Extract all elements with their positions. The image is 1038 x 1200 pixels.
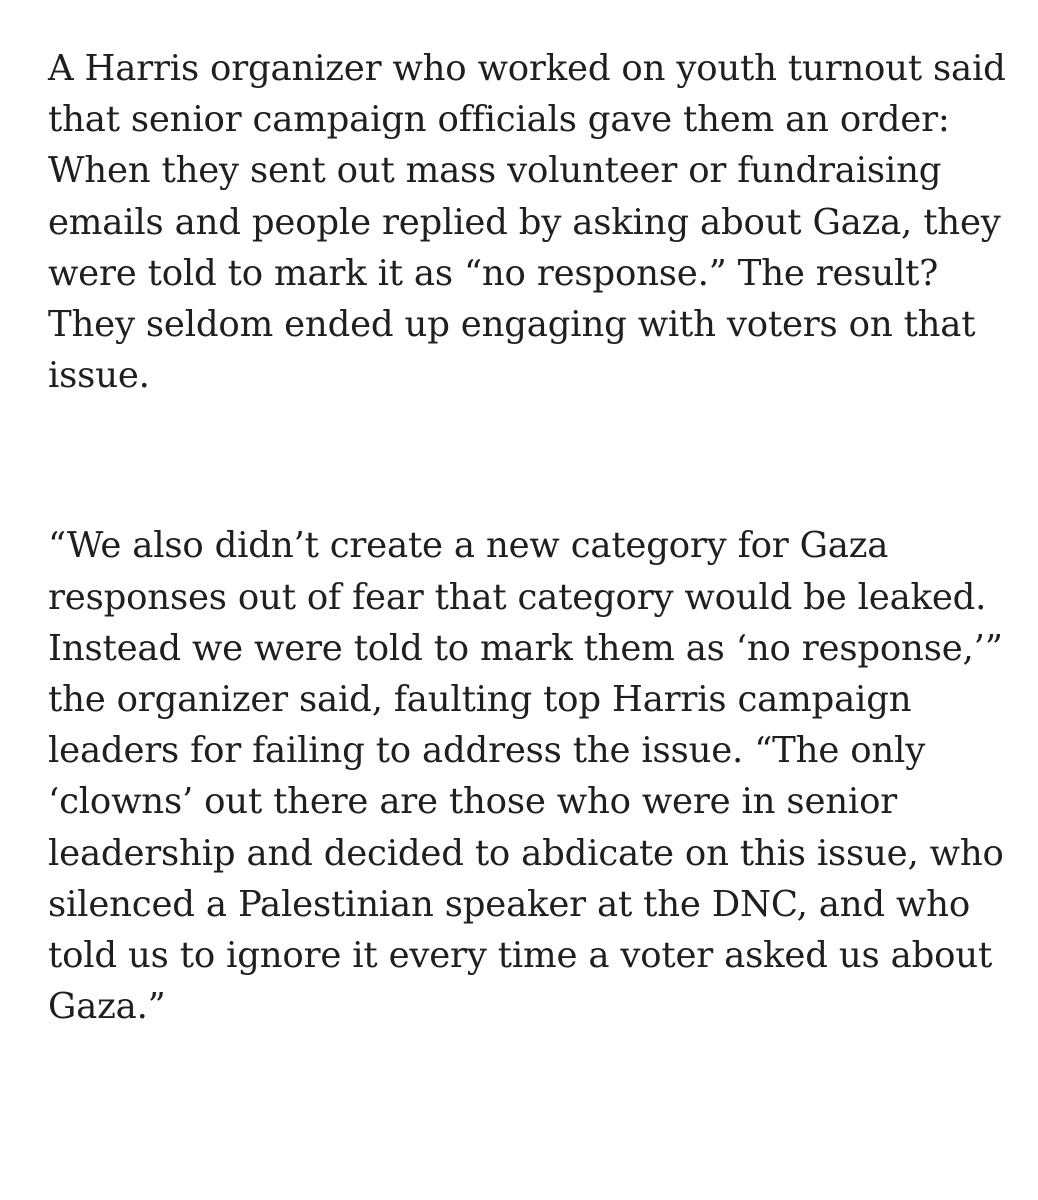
text-line: They seldom ended up engaging with voters on that	[48, 304, 976, 346]
text-line: told us to ignore it every time a voter asked us about	[48, 935, 993, 977]
text-line: leadership and decided to abdicate on this issue, who	[48, 832, 1004, 874]
text-line: Gaza.”	[48, 986, 166, 1028]
article-body	[48, 43, 1008, 1032]
text-line: silenced a Palestinian speaker at the DNC, and who	[48, 883, 971, 925]
paragraph-1	[48, 43, 1008, 401]
text-line: When they sent out mass volunteer or fundraising	[48, 150, 942, 192]
text-line: issue.	[48, 355, 150, 397]
paragraph-2	[48, 520, 1008, 1032]
text-line: “We also didn’t create a new category for Gaza	[48, 525, 889, 567]
text-line: emails and people replied by asking about Gaza, they	[48, 201, 1001, 243]
text-line: Instead we were told to mark them as ‘no response,’”	[48, 627, 1003, 669]
text-line: A Harris organizer who worked on youth turnout said	[48, 48, 1006, 89]
text-line: were told to mark it as “no response.” The result?	[48, 252, 939, 294]
text-line: that senior campaign officials gave them an order:	[48, 99, 950, 141]
text-line: responses out of fear that category would be leaked.	[48, 576, 987, 618]
text-line: ‘clowns’ out there are those who were in senior	[48, 781, 898, 823]
text-line: the organizer said, faulting top Harris campaign	[48, 679, 912, 721]
text-line: leaders for failing to address the issue. “The only	[48, 730, 926, 772]
